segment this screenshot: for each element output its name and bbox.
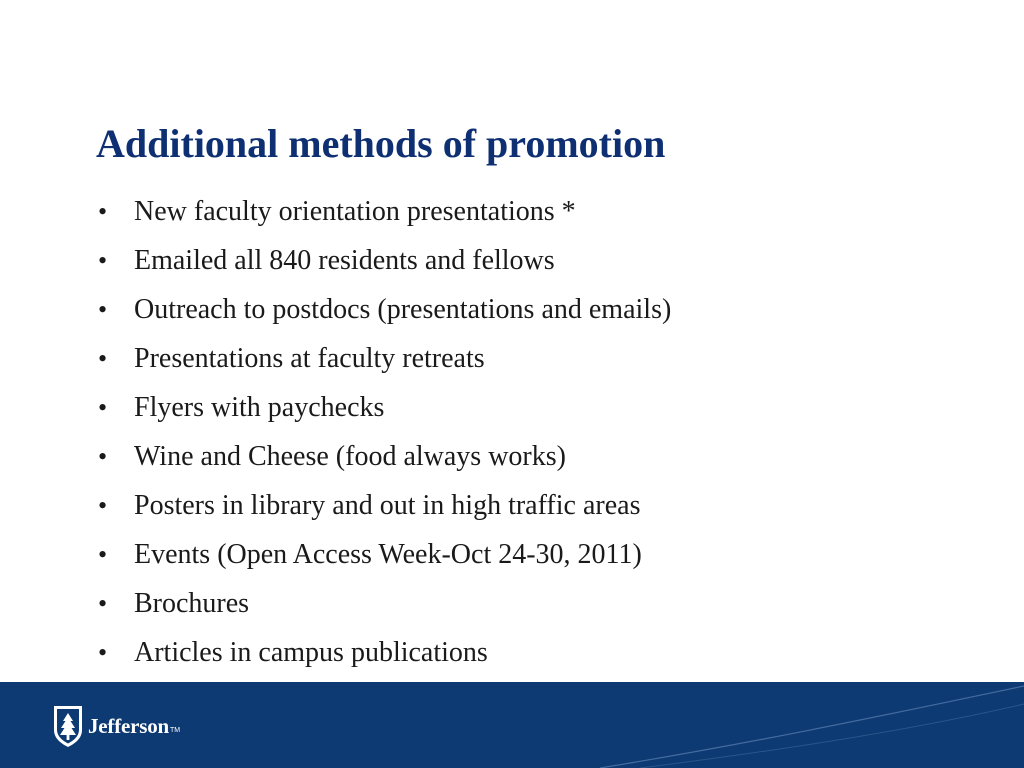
bullet-item: [96, 236, 671, 285]
bullet-marker: •: [98, 491, 108, 520]
bullet-marker: •: [98, 197, 108, 226]
bullet-item: [96, 628, 671, 677]
bullet-text: Flyers with paychecks: [134, 392, 385, 423]
bullet-marker: •: [98, 638, 108, 667]
bullet-text: Events (Open Access Week-Oct 24-30, 2011): [134, 539, 642, 570]
bullet-marker: •: [98, 295, 108, 324]
bullet-text: Emailed all 840 residents and fellows: [134, 245, 555, 276]
bullet-item: [96, 187, 671, 236]
bullet-text: Brochures: [134, 588, 250, 619]
shield-icon: [52, 704, 84, 748]
bullet-marker: •: [98, 442, 108, 471]
bullet-item: [96, 383, 671, 432]
bullet-text: Articles in campus publications: [134, 637, 488, 668]
logo-wordmark: Jefferson: [88, 713, 170, 738]
bullet-marker: •: [98, 246, 108, 275]
bullet-text: New faculty orientation presentations *: [134, 196, 576, 227]
bullet-marker: •: [98, 344, 108, 373]
bullet-item: [96, 285, 671, 334]
bullet-item: [96, 481, 671, 530]
bullet-item: [96, 334, 671, 383]
bullet-text: Posters in library and out in high traffic areas: [134, 490, 641, 521]
bullet-text: Wine and Cheese (food always works): [134, 441, 566, 472]
footer-band: [0, 682, 1024, 768]
bullet-marker: •: [98, 540, 108, 569]
bullet-item: [96, 579, 671, 628]
logo-trademark: TM: [170, 727, 181, 734]
bullet-item: [96, 530, 671, 579]
bullet-marker: •: [98, 393, 108, 422]
bullet-item: [96, 432, 671, 481]
bullet-text: Presentations at faculty retreats: [134, 343, 485, 374]
bullet-list: [96, 187, 671, 677]
jefferson-logo: [52, 702, 180, 750]
bullet-marker: •: [98, 589, 108, 618]
slide-title: Additional methods of promotion: [96, 121, 666, 166]
bullet-text: Outreach to postdocs (presentations and emails): [134, 294, 672, 325]
